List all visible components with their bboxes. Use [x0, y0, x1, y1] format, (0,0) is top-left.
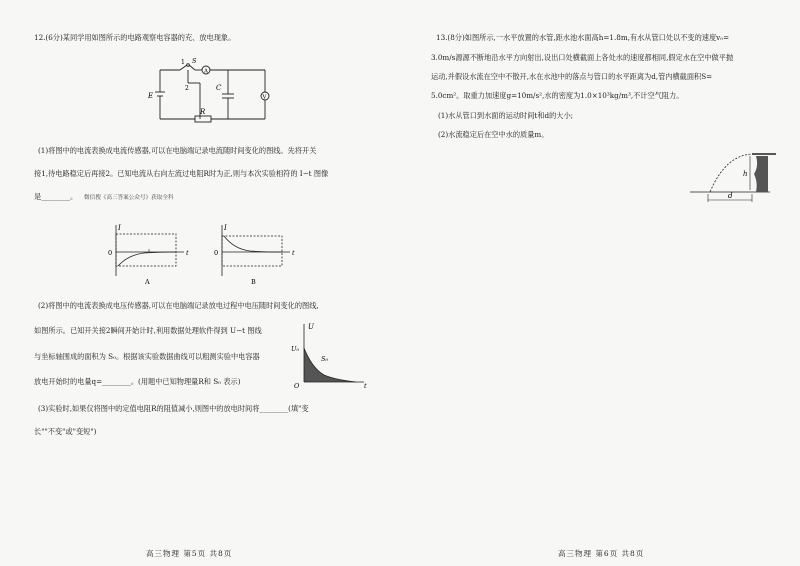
label-S: S: [192, 57, 197, 65]
q12-part2-line2: 如图所示。已知开关接2瞬间开始计时,利用数据处理软件得到 U−t 图线: [34, 326, 262, 335]
q12-part2-line1: (2)将图中的电流表换成电压传感器,可以在电脑端记录放电过程中电压随时间变化的图线,: [38, 301, 319, 310]
q12-part3-line2: 长""不变"或"变短"): [34, 427, 97, 436]
label-switch-1: 1: [181, 59, 185, 66]
label-C: C: [216, 84, 222, 92]
graph-b-origin: 0: [214, 249, 219, 257]
ut-graph-area-label: S₀: [321, 355, 329, 363]
graph-b-caption: B: [251, 278, 256, 286]
q12-title: 12.(6分)某同学用如图所示的电路观察电容器的充、放电现象。: [34, 33, 236, 42]
graph-option-a: [104, 220, 194, 290]
water-pipe-figure: [686, 142, 776, 210]
q12-part1-line3: 是________。: [34, 192, 78, 201]
figure-d-label: d: [728, 192, 733, 200]
q13-line2: 3.0m/s源源不断地沿水平方向射出,设出口处横截面上各处水的速度都相同,假定水在空中做平抛: [431, 53, 734, 62]
ut-graph-x-label: t: [364, 382, 367, 390]
q13-line3: 运动,并假设水流在空中不散开,水在水池中的落点与管口的水平距离为d,管内横截面积S=: [431, 72, 713, 81]
q12-part2-line3: 与坐标轴围成的面积为 S₀。根据该实验数据曲线可以粗测实验中电容器: [34, 352, 260, 361]
q13-sub2: (2)水流稳定后在空中水的质量m。: [438, 130, 549, 139]
ut-graph-u0-label: U₀: [291, 345, 300, 353]
q12-part3-line1: (3)实验时,如果仅将图中的定值电阻R的阻值减小,则图中的放电时间将________(填"变: [38, 404, 309, 413]
q13-line1: 13.(8分)如图所示,一水平放置的水管,距水池水面高h=1.8m,有水从管口处以不变的速度v₀=: [436, 33, 730, 42]
graph-option-b: [210, 220, 300, 290]
q12-part1-line2: 接1,待电路稳定后再接2。已知电流从右向左流过电阻R时为正,则与本次实验相符的 I−t 图像: [34, 169, 329, 178]
ut-graph-origin: O: [294, 382, 300, 390]
label-ammeter: A: [204, 68, 208, 75]
graph-a-origin: 0: [108, 249, 113, 257]
figure-h-label: h: [743, 170, 748, 178]
right-page-footer: 高三物理 第6页 共8页: [558, 549, 645, 558]
watermark-text: 微信搜《高三答案公众号》获取全科: [84, 195, 174, 201]
left-page-footer: 高三物理 第5页 共8页: [146, 549, 233, 558]
capacitor-circuit-diagram: [140, 55, 280, 125]
graph-b-x-label: t: [292, 249, 295, 257]
voltage-time-graph: [290, 320, 370, 390]
q12-part1-line1: (1)将图中的电流表换成电流传感器,可以在电脑端记录电流随时间变化的图线。先将开关: [38, 146, 317, 155]
label-E: E: [148, 92, 154, 100]
graph-a-caption: A: [145, 278, 150, 286]
label-switch-2: 2: [185, 85, 189, 92]
q13-line4: 5.0cm²。取重力加速度g=10m/s²,水的密度为1.0×10³kg/m³,不计空气阻力。: [431, 91, 684, 100]
graph-b-y-label: I: [224, 224, 227, 232]
q13-sub1: (1)水从管口到水面的运动时间t和d的大小;: [438, 111, 574, 120]
label-R: R: [200, 108, 206, 116]
q12-part2-line4: 放电开始时的电量q=________。(用题中已知物理量R和 S₀ 表示): [34, 377, 241, 386]
label-voltmeter: V: [262, 94, 267, 101]
graph-a-y-label: I: [118, 224, 121, 232]
graph-a-x-label: t: [186, 249, 189, 257]
ut-graph-y-label: U: [308, 323, 314, 331]
